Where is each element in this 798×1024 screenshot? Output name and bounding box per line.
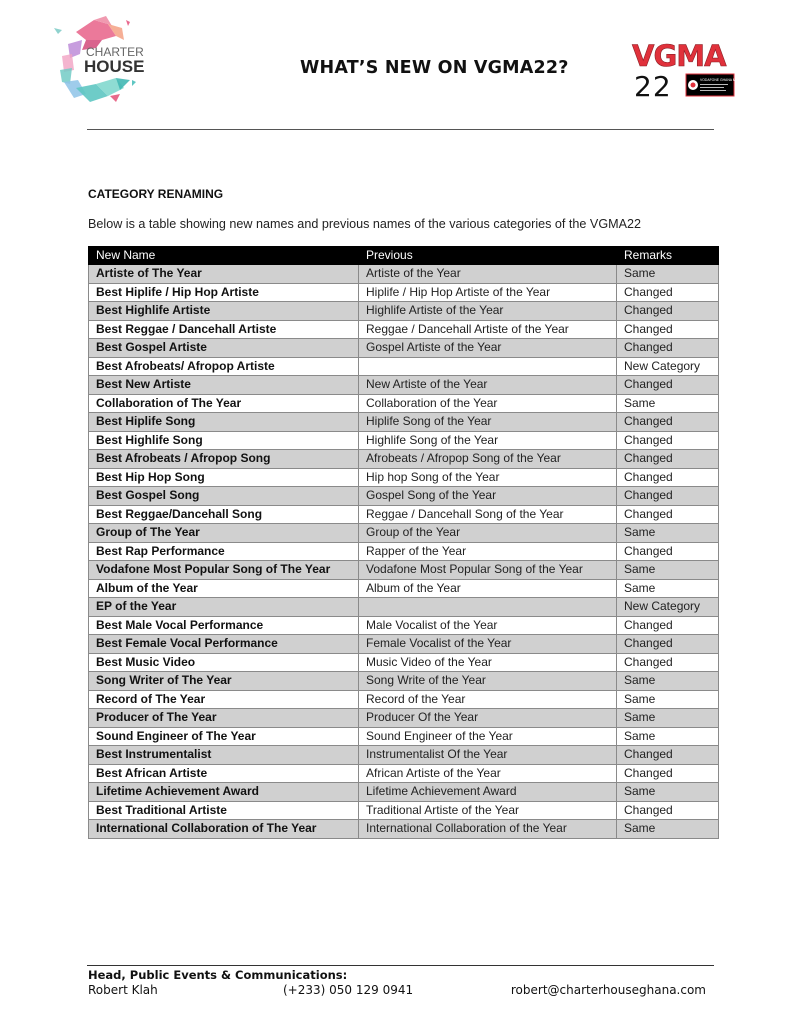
cell-remarks: Changed bbox=[617, 616, 719, 635]
document-title: WHAT’S NEW ON VGMA22? bbox=[300, 58, 569, 78]
cell-previous: Hiplife Song of the Year bbox=[359, 413, 617, 432]
cell-remarks: Changed bbox=[617, 468, 719, 487]
table-row bbox=[89, 690, 719, 709]
column-header-previous: Previous bbox=[359, 247, 617, 265]
table-row bbox=[89, 801, 719, 820]
cell-new-name: International Collaboration of The Year bbox=[89, 820, 359, 839]
cell-previous bbox=[359, 357, 617, 376]
cell-new-name: Best New Artiste bbox=[89, 376, 359, 395]
vodafone-badge-text: VODAFONE GHANA MUSIC AWARDS bbox=[700, 78, 760, 82]
cell-previous: Highlife Artiste of the Year bbox=[359, 302, 617, 321]
logo-charter-text: CHARTER bbox=[86, 45, 144, 59]
table-row bbox=[89, 764, 719, 783]
cell-previous: New Artiste of the Year bbox=[359, 376, 617, 395]
column-header-remarks: Remarks bbox=[617, 247, 719, 265]
cell-previous: Group of the Year bbox=[359, 524, 617, 543]
table-row bbox=[89, 635, 719, 654]
cell-remarks: Changed bbox=[617, 635, 719, 654]
table-header-row bbox=[89, 247, 719, 265]
cell-previous: Gospel Artiste of the Year bbox=[359, 339, 617, 358]
cell-new-name: Vodafone Most Popular Song of The Year bbox=[89, 561, 359, 580]
charter-house-logo-graphic bbox=[46, 10, 158, 110]
table-row bbox=[89, 413, 719, 432]
table-row bbox=[89, 820, 719, 839]
vgma22-logo bbox=[630, 36, 760, 103]
cell-remarks: Changed bbox=[617, 653, 719, 672]
cell-previous bbox=[359, 598, 617, 617]
vgma-wordmark: VGMA bbox=[632, 39, 726, 73]
cell-new-name: EP of the Year bbox=[89, 598, 359, 617]
cell-remarks: Same bbox=[617, 265, 719, 284]
cell-new-name: Best Highlife Song bbox=[89, 431, 359, 450]
cell-previous: Collaboration of the Year bbox=[359, 394, 617, 413]
cell-previous: Record of the Year bbox=[359, 690, 617, 709]
logo-house-text: HOUSE bbox=[84, 57, 145, 76]
table-row bbox=[89, 320, 719, 339]
cell-remarks: Changed bbox=[617, 542, 719, 561]
table-row bbox=[89, 376, 719, 395]
footer-contact-title: Head, Public Events & Communications: bbox=[88, 968, 348, 982]
cell-previous: Hip hop Song of the Year bbox=[359, 468, 617, 487]
cell-new-name: Best Hiplife / Hip Hop Artiste bbox=[89, 283, 359, 302]
cell-remarks: Same bbox=[617, 579, 719, 598]
cell-remarks: Same bbox=[617, 783, 719, 802]
cell-new-name: Best Highlife Artiste bbox=[89, 302, 359, 321]
cell-previous: Afrobeats / Afropop Song of the Year bbox=[359, 450, 617, 469]
cell-remarks: Changed bbox=[617, 302, 719, 321]
table-row bbox=[89, 783, 719, 802]
table-row bbox=[89, 394, 719, 413]
cell-previous: Hiplife / Hip Hop Artiste of the Year bbox=[359, 283, 617, 302]
table-row bbox=[89, 579, 719, 598]
table-row bbox=[89, 431, 719, 450]
footer-contact-name: Robert Klah bbox=[88, 983, 158, 997]
table-row bbox=[89, 468, 719, 487]
table-row bbox=[89, 746, 719, 765]
cell-previous: Male Vocalist of the Year bbox=[359, 616, 617, 635]
cell-previous: Reggae / Dancehall Artiste of the Year bbox=[359, 320, 617, 339]
cell-new-name: Artiste of The Year bbox=[89, 265, 359, 284]
cell-remarks: Changed bbox=[617, 487, 719, 506]
cell-previous: Music Video of the Year bbox=[359, 653, 617, 672]
cell-remarks: Same bbox=[617, 524, 719, 543]
cell-new-name: Best Hip Hop Song bbox=[89, 468, 359, 487]
cell-remarks: Changed bbox=[617, 801, 719, 820]
table-row bbox=[89, 561, 719, 580]
table-row bbox=[89, 616, 719, 635]
cell-new-name: Best Rap Performance bbox=[89, 542, 359, 561]
cell-new-name: Best Music Video bbox=[89, 653, 359, 672]
cell-remarks: Same bbox=[617, 672, 719, 691]
cell-remarks: Changed bbox=[617, 450, 719, 469]
cell-previous: Lifetime Achievement Award bbox=[359, 783, 617, 802]
table-row bbox=[89, 727, 719, 746]
cell-new-name: Best Gospel Song bbox=[89, 487, 359, 506]
cell-previous: Highlife Song of the Year bbox=[359, 431, 617, 450]
cell-remarks: Same bbox=[617, 690, 719, 709]
cell-previous: Song Write of the Year bbox=[359, 672, 617, 691]
cell-new-name: Best Gospel Artiste bbox=[89, 339, 359, 358]
footer-contact-email[interactable]: robert@charterhouseghana.com bbox=[510, 983, 706, 997]
cell-remarks: Changed bbox=[617, 431, 719, 450]
cell-new-name: Best Reggae / Dancehall Artiste bbox=[89, 320, 359, 339]
cell-new-name: Best Instrumentalist bbox=[89, 746, 359, 765]
cell-new-name: Producer of The Year bbox=[89, 709, 359, 728]
cell-previous: Artiste of the Year bbox=[359, 265, 617, 284]
cell-new-name: Record of The Year bbox=[89, 690, 359, 709]
cell-previous: African Artiste of the Year bbox=[359, 764, 617, 783]
cell-new-name: Best Reggae/Dancehall Song bbox=[89, 505, 359, 524]
table-row bbox=[89, 653, 719, 672]
table-row bbox=[89, 672, 719, 691]
cell-remarks: Changed bbox=[617, 320, 719, 339]
table-row bbox=[89, 339, 719, 358]
table-row bbox=[89, 505, 719, 524]
table-row bbox=[89, 542, 719, 561]
cell-previous: Producer Of the Year bbox=[359, 709, 617, 728]
cell-previous: Female Vocalist of the Year bbox=[359, 635, 617, 654]
cell-previous: International Collaboration of the Year bbox=[359, 820, 617, 839]
table-row bbox=[89, 487, 719, 506]
cell-previous: Gospel Song of the Year bbox=[359, 487, 617, 506]
cell-new-name: Collaboration of The Year bbox=[89, 394, 359, 413]
cell-remarks: Same bbox=[617, 561, 719, 580]
cell-remarks: New Category bbox=[617, 357, 719, 376]
cell-remarks: Changed bbox=[617, 746, 719, 765]
column-header-new-name: New Name bbox=[89, 247, 359, 265]
cell-new-name: Sound Engineer of The Year bbox=[89, 727, 359, 746]
cell-new-name: Group of The Year bbox=[89, 524, 359, 543]
cell-previous: Vodafone Most Popular Song of the Year bbox=[359, 561, 617, 580]
cell-remarks: Changed bbox=[617, 764, 719, 783]
cell-new-name: Best Afrobeats/ Afropop Artiste bbox=[89, 357, 359, 376]
cell-new-name: Best Traditional Artiste bbox=[89, 801, 359, 820]
table-row bbox=[89, 357, 719, 376]
cell-remarks: New Category bbox=[617, 598, 719, 617]
cell-remarks: Changed bbox=[617, 376, 719, 395]
table-row bbox=[89, 598, 719, 617]
cell-new-name: Best Female Vocal Performance bbox=[89, 635, 359, 654]
cell-new-name: Song Writer of The Year bbox=[89, 672, 359, 691]
cell-remarks: Changed bbox=[617, 283, 719, 302]
cell-previous: Album of the Year bbox=[359, 579, 617, 598]
cell-remarks: Changed bbox=[617, 413, 719, 432]
cell-previous: Instrumentalist Of the Year bbox=[359, 746, 617, 765]
cell-remarks: Changed bbox=[617, 339, 719, 358]
category-table bbox=[88, 246, 719, 839]
cell-remarks: Changed bbox=[617, 505, 719, 524]
footer-divider bbox=[87, 965, 714, 966]
cell-previous: Rapper of the Year bbox=[359, 542, 617, 561]
cell-previous: Sound Engineer of the Year bbox=[359, 727, 617, 746]
table-row bbox=[89, 450, 719, 469]
intro-text: Below is a table showing new names and previous names of the various categories of the VGMA22 bbox=[88, 217, 642, 231]
vgma-22-numerals: 22 bbox=[634, 70, 672, 103]
cell-new-name: Best Male Vocal Performance bbox=[89, 616, 359, 635]
cell-remarks: Same bbox=[617, 820, 719, 839]
table-row bbox=[89, 302, 719, 321]
footer-contact-phone: (+233) 050 129 0941 bbox=[283, 983, 414, 997]
table-row bbox=[89, 524, 719, 543]
table-row bbox=[89, 709, 719, 728]
cell-remarks: Same bbox=[617, 394, 719, 413]
table-body bbox=[89, 265, 719, 839]
table-row bbox=[89, 265, 719, 284]
section-heading: CATEGORY RENAMING bbox=[88, 187, 224, 201]
cell-previous: Traditional Artiste of the Year bbox=[359, 801, 617, 820]
charter-house-logo bbox=[46, 10, 158, 110]
cell-new-name: Lifetime Achievement Award bbox=[89, 783, 359, 802]
header-divider bbox=[87, 129, 714, 130]
cell-new-name: Best African Artiste bbox=[89, 764, 359, 783]
cell-new-name: Best Afrobeats / Afropop Song bbox=[89, 450, 359, 469]
vgma22-logo-graphic bbox=[630, 36, 760, 103]
table-row bbox=[89, 283, 719, 302]
cell-remarks: Same bbox=[617, 709, 719, 728]
cell-new-name: Album of the Year bbox=[89, 579, 359, 598]
cell-remarks: Same bbox=[617, 727, 719, 746]
cell-new-name: Best Hiplife Song bbox=[89, 413, 359, 432]
cell-previous: Reggae / Dancehall Song of the Year bbox=[359, 505, 617, 524]
